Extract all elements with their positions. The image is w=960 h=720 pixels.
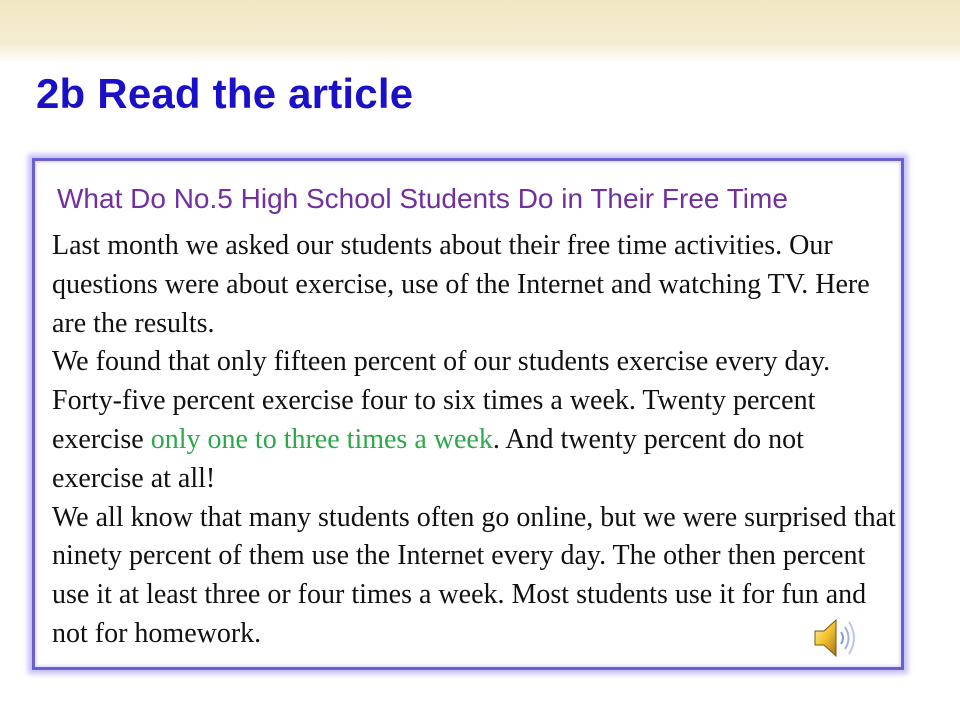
paragraph-exercise-text-start: We found that only fifteen percent of our students exercise every day. Forty-five percent exercise four to six times a week. Twenty percent exercise [52, 346, 831, 455]
article-frame [32, 158, 904, 670]
paragraph-internet: We all know that many students often go online, but we were surprised that ninety percent of them use the Internet every day. The other then percent use it at least three or four times a week. Most students use it for fun and not for homework. [52, 501, 896, 649]
highlighted-phrase: only one to three times a week [150, 423, 493, 455]
speaker-icon[interactable] [811, 616, 863, 660]
paragraph-exercise-text-end: . And twenty percent do not exercise at all! [52, 423, 804, 494]
article-body [52, 227, 898, 654]
paragraph-intro: Last month we asked our students about their free time activities. Our questions were about exercise, use of the Internet and watching TV. Here are the results. [52, 230, 870, 339]
paragraph-exercise [52, 343, 898, 498]
slide-title: 2b Read the article [36, 70, 414, 117]
article-heading: What Do No.5 High School Students Do in Their Free Time [57, 183, 788, 214]
top-decor-band [0, 0, 960, 62]
